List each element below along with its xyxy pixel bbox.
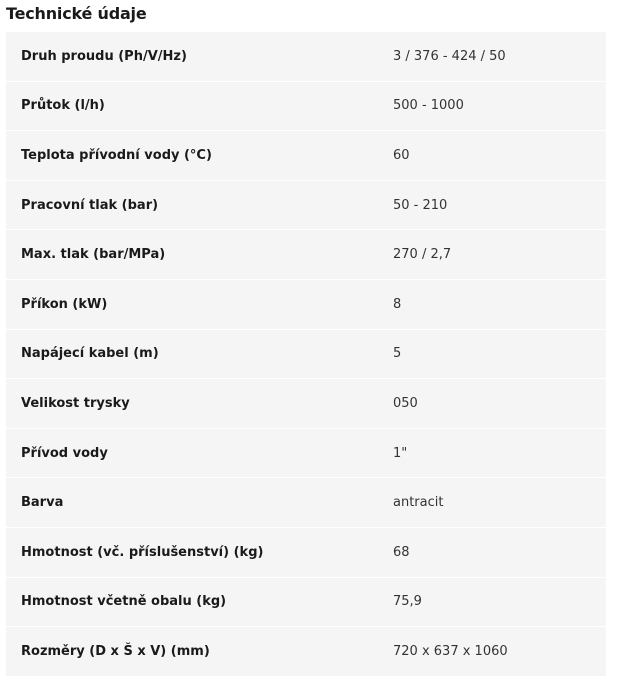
spec-label: Druh proudu (Ph/V/Hz)	[21, 48, 187, 64]
spec-row	[6, 528, 606, 578]
spec-row	[6, 627, 606, 677]
spec-row	[6, 280, 606, 330]
spec-row	[6, 578, 606, 628]
spec-value: 50 - 210	[393, 197, 448, 213]
spec-label: Průtok (l/h)	[21, 98, 105, 114]
spec-value: 68	[393, 544, 410, 560]
spec-label: Teplota přívodní vody (°C)	[21, 147, 212, 163]
spec-label: Rozměry (D x Š x V) (mm)	[21, 643, 210, 659]
spec-value: 8	[393, 296, 402, 312]
spec-value: 60	[393, 147, 410, 163]
spec-row	[6, 230, 606, 280]
spec-value: 75,9	[393, 594, 422, 610]
spec-row	[6, 131, 606, 181]
spec-label: Max. tlak (bar/MPa)	[21, 247, 166, 263]
spec-value: antracit	[393, 495, 444, 511]
spec-label: Pracovní tlak (bar)	[21, 197, 159, 213]
spec-label: Hmotnost (vč. příslušenství) (kg)	[21, 544, 264, 560]
spec-row	[6, 478, 606, 528]
spec-label: Barva	[21, 495, 64, 511]
spec-row	[6, 32, 606, 82]
spec-row	[6, 330, 606, 380]
spec-label: Přívod vody	[21, 445, 108, 461]
spec-label: Hmotnost včetně obalu (kg)	[21, 594, 227, 610]
spec-label: Příkon (kW)	[21, 296, 108, 312]
spec-row	[6, 181, 606, 231]
spec-value: 050	[393, 395, 418, 411]
spec-row	[6, 379, 606, 429]
section-title: Technické údaje	[6, 4, 147, 23]
spec-value: 720 x 637 x 1060	[393, 643, 508, 659]
spec-label: Velikost trysky	[21, 395, 130, 411]
spec-value: 270 / 2,7	[393, 247, 452, 263]
spec-row	[6, 82, 606, 132]
spec-value: 1"	[393, 445, 408, 461]
spec-value: 500 - 1000	[393, 98, 464, 114]
spec-row	[6, 429, 606, 479]
specs-table	[6, 32, 606, 677]
spec-value: 3 / 376 - 424 / 50	[393, 48, 506, 64]
spec-value: 5	[393, 346, 402, 362]
spec-label: Napájecí kabel (m)	[21, 346, 159, 362]
